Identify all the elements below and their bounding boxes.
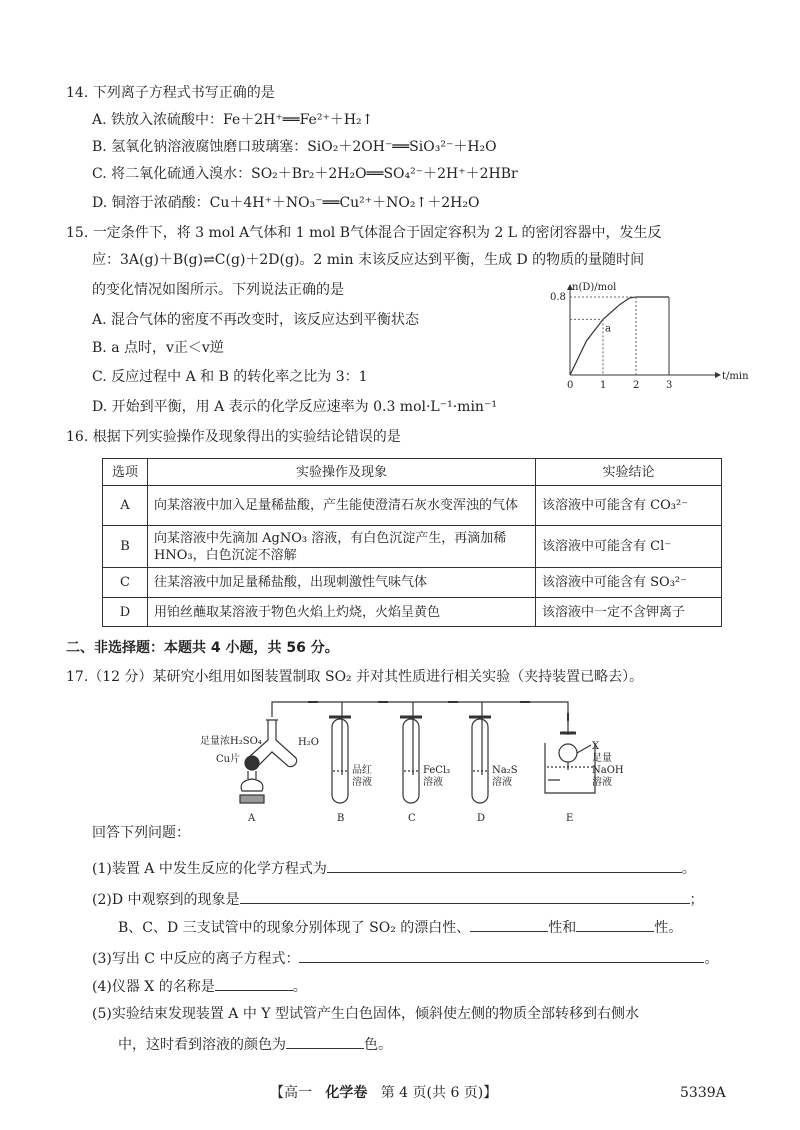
q17-part2 — [92, 889, 704, 909]
answer-blank-2c[interactable] — [576, 917, 654, 932]
test-tube-b — [332, 719, 348, 803]
test-tube-c — [403, 719, 419, 803]
table-header-row — [103, 459, 722, 486]
q17-part2-text: (2)D 中观察到的现象是 — [92, 892, 240, 908]
apparatus-figure — [180, 695, 640, 825]
test-tube-d — [472, 719, 488, 803]
q17-part5b-text2: 色。 — [364, 1037, 392, 1053]
label-a: A — [248, 813, 256, 824]
c-solution-label: 溶液 — [423, 777, 443, 788]
q17-part2b-text2: 性和 — [548, 920, 577, 936]
table-row — [103, 526, 722, 568]
footer — [270, 1084, 497, 1102]
row-conclusion: 该溶液中可能含有 Cl⁻ — [536, 526, 722, 568]
answer-blank-5[interactable] — [286, 1034, 364, 1049]
q17-part2b-text3: 性。 — [654, 920, 683, 936]
header-option: 选项 — [103, 459, 148, 486]
e-solution-label: 足量 — [592, 753, 612, 764]
footer-code: 5339A — [680, 1085, 726, 1101]
q17-part2b — [118, 917, 682, 937]
q17-part2b-text: B、C、D 三支试管中的现象分别体现了 SO₂ 的漂白性、 — [118, 920, 471, 936]
burner-base — [240, 795, 264, 803]
q15-option-c: C. 反应过程中 A 和 B 的转化率之比为 3：1 — [92, 369, 368, 385]
q17-part5b-text: 中，这时看到溶液的颜色为 — [118, 1037, 286, 1053]
row-option: C — [103, 568, 148, 598]
d-solution-label: 溶液 — [492, 777, 512, 788]
series-line — [570, 297, 669, 375]
x-tick-label: 3 — [666, 380, 673, 391]
acid-label: 足量浓H₂SO₄ — [200, 736, 262, 747]
row-conclusion: 该溶液中可能含有 SO₃²⁻ — [536, 568, 722, 598]
q15-stem-line3: 的变化情况如图所示。下列说法正确的是 — [92, 282, 344, 298]
q15-stem-line2: 应：3A(g)＋B(g)⇌C(g)＋2D(g)。2 min 末该反应达到平衡，生成 D 的物质的量随时间 — [92, 252, 645, 268]
q15-option-d: D. 开始到平衡，用 A 表示的化学反应速率为 0.3 mol·L⁻¹·min⁻¹ — [92, 399, 497, 415]
q16-stem: 16. 根据下列实验操作及现象得出的实验结论错误的是 — [66, 429, 401, 445]
q16-table — [102, 458, 722, 627]
header-operation: 实验操作及现象 — [148, 459, 536, 486]
label-d: D — [477, 813, 486, 824]
x-label: X — [592, 741, 600, 752]
footer-grade: 【高一 — [270, 1085, 312, 1101]
footer-page: 第 4 页(共 6 页)】 — [380, 1085, 498, 1101]
answer-blank-1[interactable] — [327, 858, 682, 873]
point-a-label: a — [605, 323, 611, 335]
answer-blank-2b[interactable] — [470, 917, 548, 932]
answer-blank-4[interactable] — [215, 976, 293, 991]
row-conclusion: 该溶液中一定不含钾离子 — [536, 598, 722, 627]
x-tick-label: 2 — [633, 380, 640, 391]
d-solution-label: Na₂S — [492, 765, 518, 776]
x-axis-label: t/min — [722, 371, 749, 382]
copper-piece — [245, 756, 259, 770]
e-solution-label: 溶液 — [592, 777, 612, 788]
q17-part1 — [92, 858, 696, 878]
semicolon: ； — [689, 892, 704, 908]
row-operation: 用铂丝蘸取某溶液于物色火焰上灼烧，火焰呈黄色 — [148, 598, 536, 627]
c-solution-label: FeCl₃ — [423, 765, 451, 776]
q15-stem-line1: 15. 一定条件下，将 3 mol A气体和 1 mol B气体混合于固定容积为 2 L 的密闭容器中，发生反 — [66, 225, 662, 241]
footer-subject: 化学卷 — [325, 1085, 368, 1101]
row-option: A — [103, 486, 148, 526]
row-operation: 往某溶液中加足量稀盐酸，出现刺激性气味气体 — [148, 568, 536, 598]
y-tick-label: 0.8 — [550, 292, 566, 303]
row-operation: 向某溶液中先滴加 AgNO₃ 溶液，有白色沉淀产生，再滴加稀 HNO₃，白色沉淀不溶解 — [148, 526, 536, 568]
section-heading: 二、非选择题：本题共 4 小题，共 56 分。 — [66, 640, 339, 656]
q17-part5: (5)实验结束发现装置 A 中 Y 型试管产生白色固体，倾斜使左侧的物质全部转移到右侧水 — [92, 1006, 639, 1022]
row-option: D — [103, 598, 148, 627]
table-row — [103, 598, 722, 627]
label-c: C — [408, 813, 416, 824]
b-solution-label: 溶液 — [352, 777, 372, 788]
x-tick-label: 1 — [600, 380, 607, 391]
period: 。 — [704, 951, 719, 967]
x-tick-label: 0 — [567, 380, 574, 391]
q15-option-b: B. a 点时，v正＜v逆 — [92, 340, 224, 356]
q14-option-c: C. 将二氧化硫通入溴水：SO₂＋Br₂＋2H₂O══SO₄²⁻＋2H⁺＋2HBr — [92, 166, 518, 182]
label-e: E — [566, 813, 574, 824]
cu-label: Cu片 — [216, 754, 241, 765]
period: 。 — [292, 979, 307, 995]
y-axis-label: n(D)/mol — [572, 282, 617, 293]
answer-blank-3[interactable] — [299, 948, 704, 963]
e-solution-label: NaOH — [592, 765, 624, 776]
q17-part3-text: (3)写出 C 中反应的离子方程式： — [92, 951, 300, 967]
nd-time-graph — [545, 280, 749, 392]
q17-intro: 回答下列问题： — [92, 825, 190, 841]
row-option: B — [103, 526, 148, 568]
q17-part4-text: (4)仪器 X 的名称是 — [92, 979, 215, 995]
q17-part4 — [92, 976, 307, 996]
row-conclusion: 该溶液中可能含有 CO₃²⁻ — [536, 486, 722, 526]
q17-part1-text: (1)装置 A 中发生反应的化学方程式为 — [92, 861, 327, 877]
q14-option-a: A. 铁放入浓硫酸中：Fe＋2H⁺══Fe²⁺＋H₂↑ — [92, 112, 374, 128]
water-label: H₂O — [298, 737, 319, 748]
b-solution-label: 品红 — [352, 765, 372, 776]
table-row — [103, 486, 722, 526]
q17-stem: 17.（12 分）某研究小组用如图装置制取 SO₂ 并对其性质进行相关实验（夹持装置已略去）。 — [66, 669, 644, 685]
funnel-x — [559, 744, 577, 762]
row-operation: 向某溶液中加入足量稀盐酸，产生能使澄清石灰水变浑浊的气体 — [148, 486, 536, 526]
q17-part3 — [92, 948, 718, 968]
q14-stem: 14. 下列离子方程式书写正确的是 — [66, 85, 275, 101]
period: 。 — [681, 861, 696, 877]
header-conclusion: 实验结论 — [536, 459, 722, 486]
q14-option-b: B. 氢氧化钠溶液腐蚀磨口玻璃塞：SiO₂＋2OH⁻══SiO₃²⁻＋H₂O — [92, 139, 497, 155]
label-b: B — [337, 813, 345, 824]
answer-blank-2[interactable] — [240, 889, 690, 904]
q15-option-a: A. 混合气体的密度不再改变时，该反应达到平衡状态 — [92, 312, 420, 328]
x-axis-arrow — [715, 372, 721, 378]
q17-part5b — [118, 1034, 392, 1054]
table-row — [103, 568, 722, 598]
q14-option-d: D. 铜溶于浓硝酸：Cu＋4H⁺＋NO₃⁻══Cu²⁺＋NO₂↑＋2H₂O — [92, 195, 480, 211]
beaker — [545, 743, 595, 793]
